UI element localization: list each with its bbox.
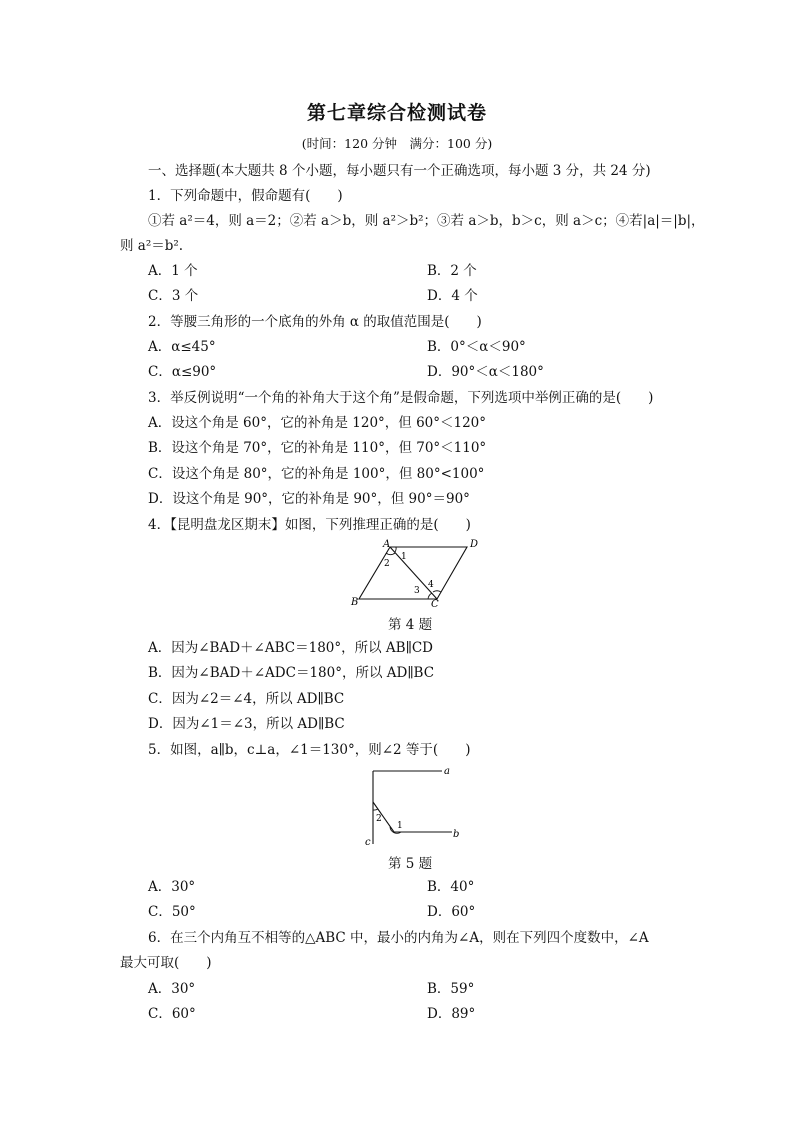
- q5-label-angle-1: 1: [397, 821, 403, 831]
- q1-statements-line2: 则 a²＝b².: [120, 238, 184, 254]
- q5-label-line-c: c: [365, 837, 371, 846]
- q3-stem: 3．举反例说明“一个角的补角大于这个角”是假命题，下列选项中举例正确的是( ): [148, 390, 654, 406]
- q5-parallel-lines-figure: [362, 764, 472, 846]
- q1-option-b: B．2 个: [427, 263, 477, 279]
- q6-option-b: B．59°: [427, 981, 475, 997]
- q4-label-angle-2: 2: [384, 559, 390, 569]
- q6-stem-line2: 最大可取( ): [120, 955, 212, 971]
- q5-figure-caption: 第 5 题: [388, 856, 433, 872]
- q4-label-angle-4: 4: [428, 580, 434, 590]
- q4-option-a: A．因为∠BAD＋∠ABC＝180°，所以 AB∥CD: [148, 640, 433, 656]
- q6-option-a: A．30°: [148, 981, 196, 997]
- section-heading: 一、选择题(本大题共 8 个小题，每小题只有一个正确选项，每小题 3 分，共 24 分): [148, 163, 651, 179]
- q4-figure-caption: 第 4 题: [388, 617, 433, 633]
- page-title: 第七章综合检测试卷: [306, 102, 487, 124]
- q2-option-b: B．0°＜α＜90°: [427, 339, 526, 355]
- q5-option-a: A．30°: [148, 879, 196, 895]
- q5-option-d: D．60°: [427, 904, 476, 920]
- q4-label-angle-3: 3: [414, 586, 420, 596]
- exam-info: (时间：120 分钟 满分：100 分): [301, 136, 493, 151]
- q4-label-angle-1: 1: [401, 552, 407, 562]
- q2-option-d: D．90°＜α＜180°: [427, 364, 544, 380]
- q1-option-d: D．4 个: [427, 288, 478, 304]
- q4-option-d: D．因为∠1＝∠3，所以 AD∥BC: [148, 716, 345, 732]
- q6-option-d: D．89°: [427, 1006, 476, 1022]
- q4-label-b: B: [351, 597, 359, 608]
- q4-label-c: C: [431, 599, 439, 608]
- q6-stem-line1: 6．在三个内角互不相等的△ABC 中，最小的内角为∠A，则在下列四个度数中，∠A: [148, 930, 649, 946]
- q1-option-a: A．1 个: [148, 263, 198, 279]
- q2-option-a: A．α≤45°: [148, 339, 216, 355]
- q3-option-c: C．设这个角是 80°，它的补角是 100°，但 80°<100°: [148, 466, 485, 482]
- q5-option-c: C．50°: [148, 904, 196, 920]
- q1-stem: 1．下列命题中，假命题有( ): [148, 188, 343, 204]
- q4-option-c: C．因为∠2＝∠4，所以 AD∥BC: [148, 691, 345, 707]
- q4-option-b: B．因为∠BAD＋∠ADC＝180°，所以 AD∥BC: [148, 665, 435, 681]
- q5-label-line-a: a: [444, 766, 450, 777]
- q5-option-b: B．40°: [427, 879, 475, 895]
- q2-stem: 2．等腰三角形的一个底角的外角 α 的取值范围是( ): [148, 314, 482, 330]
- q5-label-angle-2: 2: [376, 814, 382, 824]
- q1-statements-line1: ①若 a²＝4，则 a＝2；②若 a＞b，则 a²＞b²；③若 a＞b，b＞c，则 a＞c；④若|a|＝|b|，: [148, 213, 705, 229]
- q2-option-c: C．α≤90°: [148, 364, 217, 380]
- q3-option-d: D．设这个角是 90°，它的补角是 90°，但 90°＝90°: [148, 491, 470, 507]
- q6-option-c: C．60°: [148, 1006, 196, 1022]
- q4-label-a: A: [383, 539, 391, 550]
- q3-option-a: A．设这个角是 60°，它的补角是 120°，但 60°＜120°: [148, 415, 487, 431]
- q5-label-line-b: b: [453, 829, 460, 840]
- q5-stem: 5．如图，a∥b，c⊥a，∠1＝130°，则∠2 等于( ): [148, 742, 471, 758]
- q3-option-b: B．设这个角是 70°，它的补角是 110°，但 70°＜110°: [148, 440, 487, 456]
- q1-option-c: C．3 个: [148, 288, 199, 304]
- q4-parallelogram-figure: [345, 538, 485, 608]
- q4-label-d: D: [470, 539, 479, 550]
- q4-stem: 4．【昆明盘龙区期末】如图，下列推理正确的是( ): [148, 517, 471, 533]
